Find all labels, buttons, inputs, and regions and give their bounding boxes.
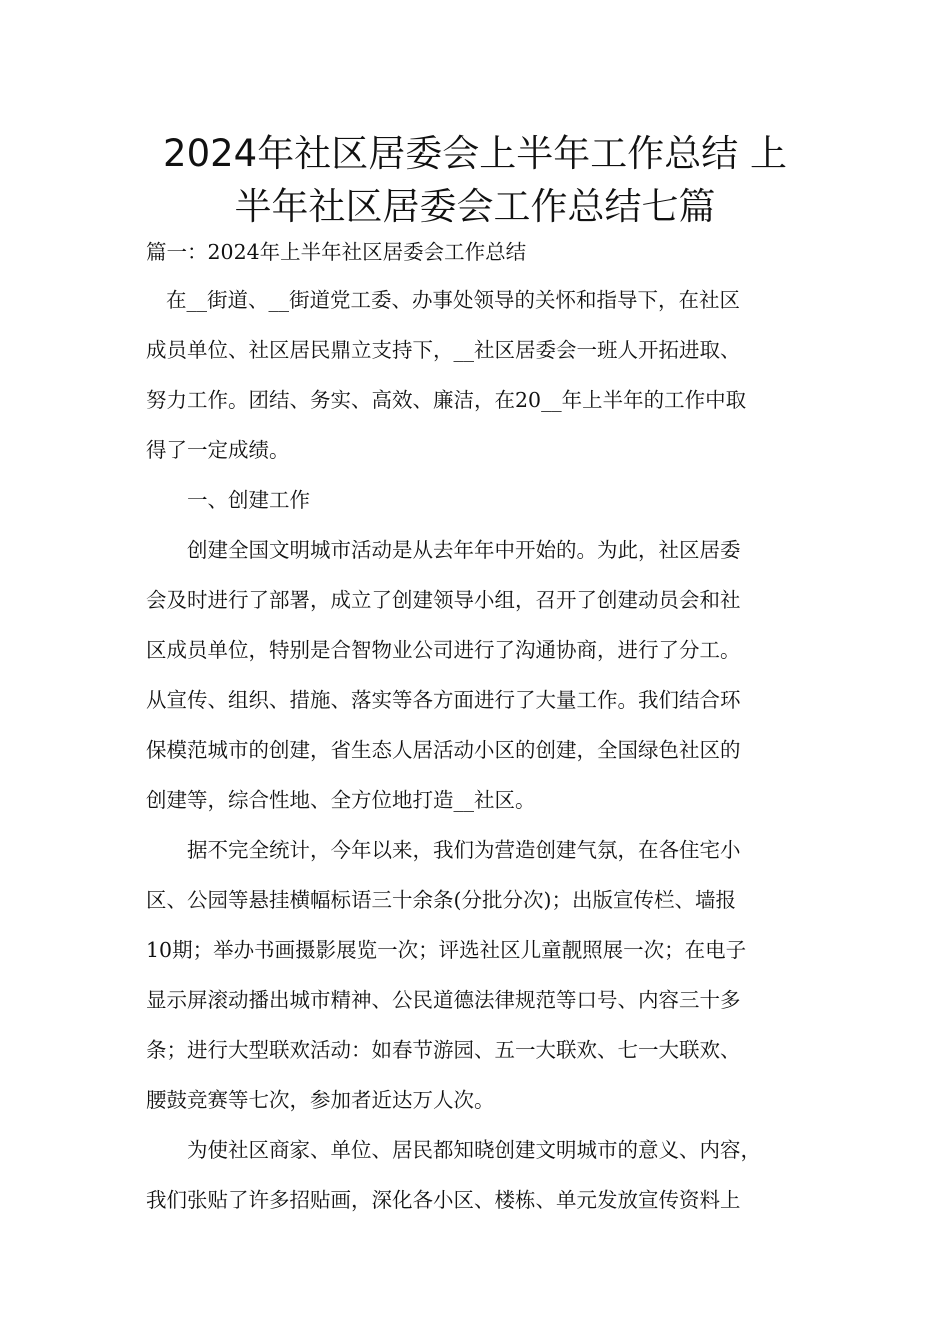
paragraph-line: 区、公园等悬挂横幅标语三十余条(分批分次)；出版宣传栏、墙报 <box>146 888 736 912</box>
paragraph-line: 10期；举办书画摄影展览一次；评选社区儿童靓照展一次；在电子 <box>146 938 747 962</box>
paragraph-line: 据不完全统计，今年以来，我们为营造创建气氛，在各住宅小 <box>187 838 741 862</box>
paragraph-line: 会及时进行了部署，成立了创建领导小组，召开了创建动员会和社 <box>146 588 741 612</box>
paragraph-line: 成员单位、社区居民鼎立支持下，__社区居委会一班人开拓进取、 <box>146 338 741 362</box>
paragraph-line: 为使社区商家、单位、居民都知晓创建文明城市的意义、内容， <box>187 1138 761 1162</box>
paragraph-line: 腰鼓竞赛等七次，参加者近达万人次。 <box>146 1088 495 1112</box>
paragraph-line: 我们张贴了许多招贴画，深化各小区、楼栋、单元发放宣传资料上 <box>146 1188 741 1212</box>
paragraph-line: 区成员单位，特别是合智物业公司进行了沟通协商，进行了分工。 <box>146 638 741 662</box>
document-title-line-1: 2024年社区居委会上半年工作总结 上 <box>163 132 787 175</box>
paragraph-line: 显示屏滚动播出城市精神、公民道德法律规范等口号、内容三十多 <box>146 988 741 1012</box>
subsection-heading: 一、创建工作 <box>187 488 310 512</box>
paragraph-line: 努力工作。团结、务实、高效、廉洁，在20__年上半年的工作中取 <box>146 388 747 412</box>
paragraph-line: 创建全国文明城市活动是从去年年中开始的。为此，社区居委 <box>187 538 741 562</box>
paragraph-line: 条；进行大型联欢活动：如春节游园、五一大联欢、七一大联欢、 <box>146 1038 741 1062</box>
document-title-line-2: 半年社区居委会工作总结七篇 <box>234 185 716 228</box>
section-heading: 篇一：2024年上半年社区居委会工作总结 <box>146 240 527 264</box>
paragraph-line: 在__街道、__街道党工委、办事处领导的关怀和指导下，在社区 <box>166 288 740 312</box>
paragraph-line: 保模范城市的创建，省生态人居活动小区的创建，全国绿色社区的 <box>146 738 741 762</box>
paragraph-line: 从宣传、组织、措施、落实等各方面进行了大量工作。我们结合环 <box>146 688 741 712</box>
paragraph-line: 创建等，综合性地、全方位地打造__社区。 <box>146 788 536 812</box>
paragraph-line: 得了一定成绩。 <box>146 438 290 462</box>
